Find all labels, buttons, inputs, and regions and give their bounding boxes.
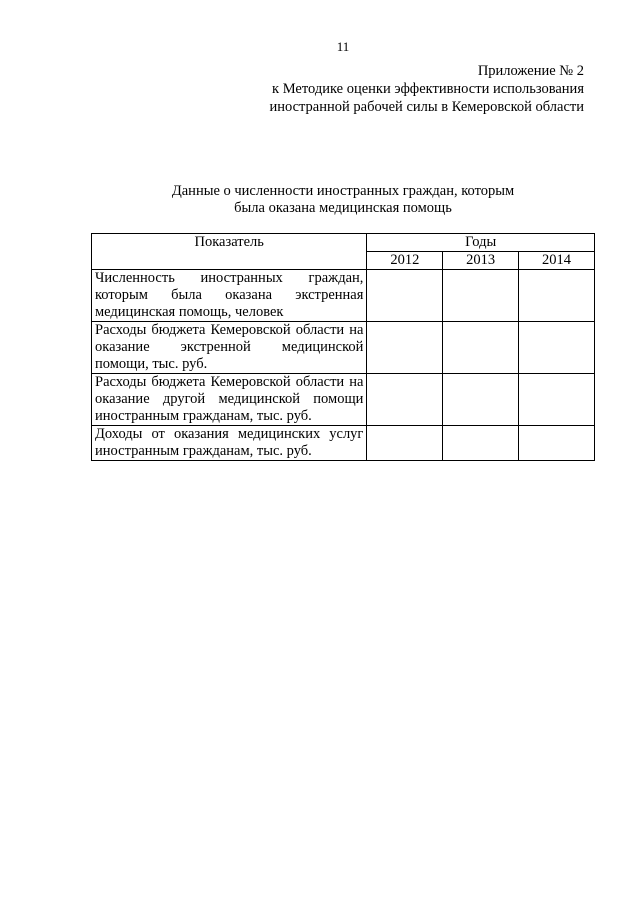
header-year-2014: 2014	[519, 252, 595, 270]
value-cell	[519, 426, 595, 461]
value-cell	[443, 426, 519, 461]
title-line-2: была оказана медицинская помощь	[234, 200, 452, 216]
value-cell	[443, 322, 519, 374]
table-row	[92, 426, 595, 461]
header-year-2012: 2012	[367, 252, 443, 270]
table-row	[92, 270, 595, 322]
table-header-row	[92, 234, 595, 252]
value-cell	[443, 374, 519, 426]
row-indicator: Расходы бюджета Кемеровской области на оказание другой медицинской помощи иностранным гражданам, тыс. руб.	[92, 374, 367, 426]
document-title	[0, 183, 640, 217]
header-year-2013: 2013	[443, 252, 519, 270]
value-cell	[367, 322, 443, 374]
value-cell	[519, 374, 595, 426]
row-indicator: Доходы от оказания медицинских услуг иностранным гражданам, тыс. руб.	[92, 426, 367, 461]
header-years: Годы	[367, 234, 595, 252]
appendix-line-3: иностранной рабочей силы в Кемеровской области	[269, 99, 584, 115]
value-cell	[443, 270, 519, 322]
value-cell	[367, 374, 443, 426]
appendix-line-1: Приложение № 2	[477, 63, 584, 79]
value-cell	[519, 270, 595, 322]
title-line-1: Данные о численности иностранных граждан, которым	[171, 183, 515, 199]
table-row	[92, 374, 595, 426]
data-table	[91, 233, 595, 461]
value-cell	[367, 270, 443, 322]
value-cell	[519, 322, 595, 374]
appendix-header	[269, 62, 584, 116]
appendix-line-2: к Методике оценки эффективности использования	[272, 81, 584, 97]
header-indicator: Показатель	[92, 234, 367, 270]
page-number: 11	[336, 39, 350, 54]
row-indicator: Расходы бюджета Кемеровской области на оказание экстренной медицинской помощи, тыс. руб.	[92, 322, 367, 374]
value-cell	[367, 426, 443, 461]
row-indicator: Численность иностранных граждан, которым была оказана экстренная медицинская помощь, человек	[92, 270, 367, 322]
table-row	[92, 322, 595, 374]
